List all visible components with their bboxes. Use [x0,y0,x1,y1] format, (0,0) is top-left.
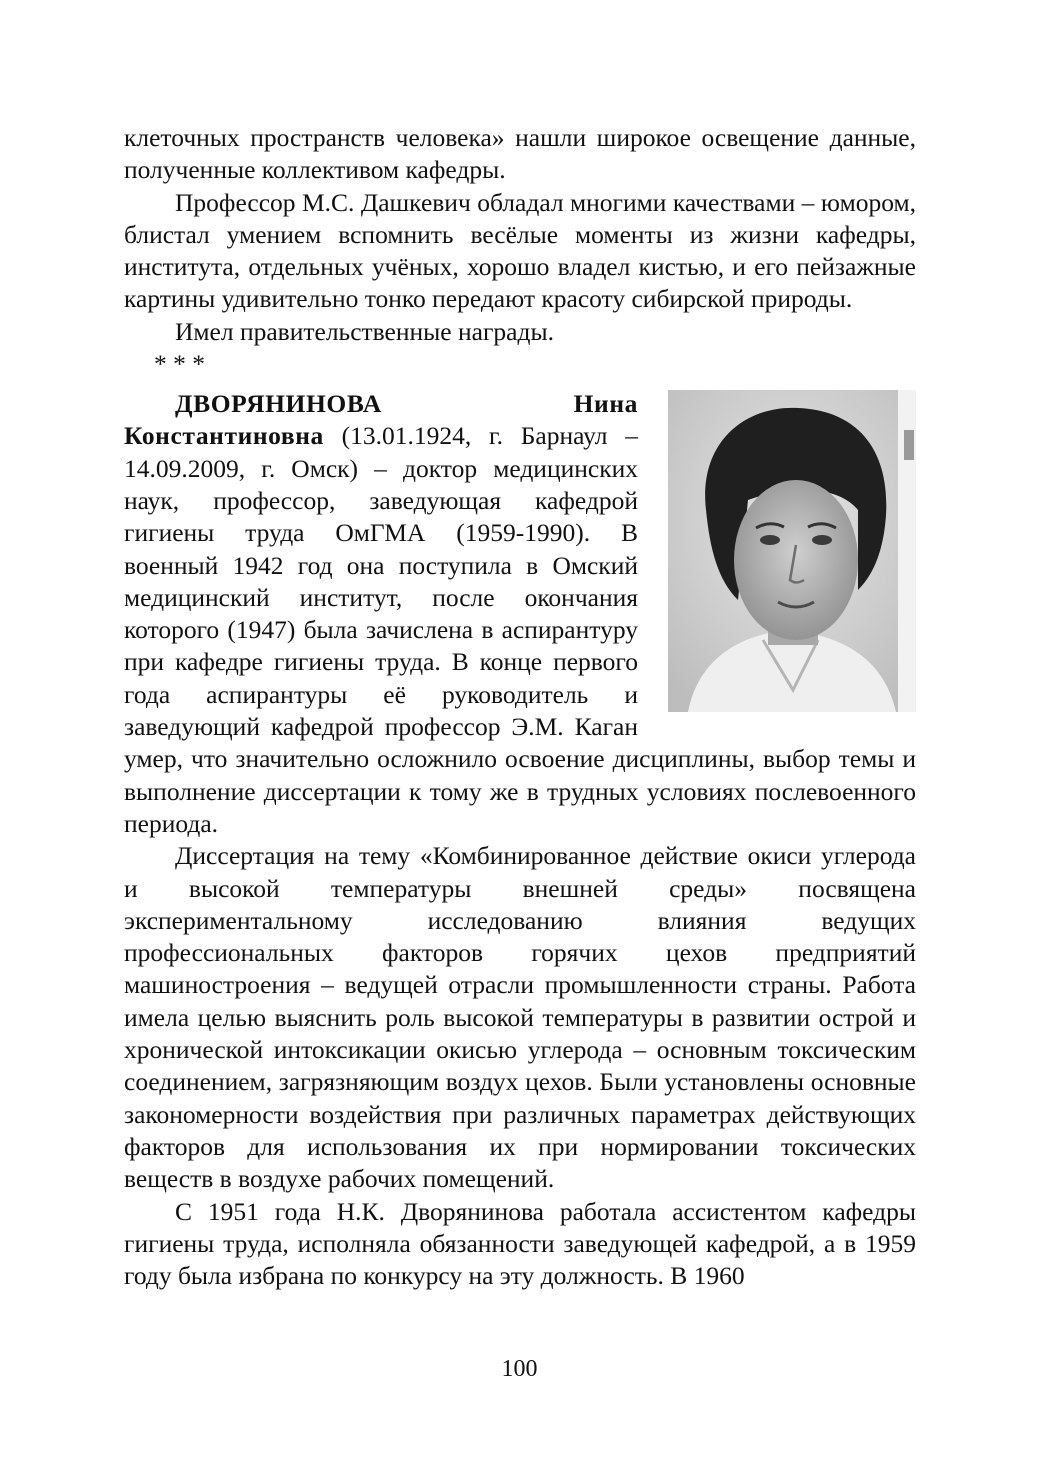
bio-paragraph-1-text: (13.01.1924, г. Барнаул – 14.09.2009, г. Омск) – доктор медицинских наук, профессор, заведующая кафедрой гигиены труда ОмГМА (1959-1990). В военный 1942 год она поступила в Омский медицинский институт, после окончания которого (1947) была зачислена в аспирантуру при кафедре гигиены труда. В конце первого года аспирантуры её руководитель и заведующий кафедрой профессор Э.М. Каган умер, что значительно осложнило освоение дисциплины, выбор темы и выполнение диссертации к тому же в трудных условиях послевоенного периода. [124,421,916,838]
bio-paragraph-2: Диссертация на тему «Комбинированное действие окиси углерода и высокой температуры внешней среды» посвящена экспериментальному исследованию влияния ведущих профессиональных факторов горячих цехов предприятий машиностроения – ведущей отрасли промышленности страны. Работа имела целью выяснить роль высокой температуры в развитии острой и хронической интоксикации окисью углерода – основным токсическим соединением, загрязняющим воздух цехов. Были установлены основные закономерности воздействия при различных параметрах действующих факторов для использования их при нормировании токсических веществ в воздухе рабочих помещений. [124,841,916,1194]
portrait-photo [668,390,916,712]
paragraph-intro-3: Имел правительственные награды. [175,316,554,346]
page-number: 100 [501,1356,538,1382]
person-name: ДВОРЯНИНОВА Нина Константиновна [124,389,638,451]
paragraph-intro-2: Профессор М.С. Дашкевич обладал многими качествами – юмором, блистал умением вспомнить весёлые моменты из жизни кафедры, института, отдельных учёных, хорошо владел кистью, и его пейзажные картины удивительно тонко передают красоту сибирской природы. [124,187,916,314]
section-separator: * * * [154,349,205,379]
portrait-illustration [668,390,916,712]
paragraph-intro-1: клеточных пространств человека» нашли широкое освещение данные, полученные коллективом кафедры. [124,123,916,185]
bio-paragraph-3: С 1951 года Н.К. Дворянинова работала ассистентом кафедры гигиены труда, исполняла обязанности заведующей кафедрой, а в 1959 году была избрана по конкурсу на эту должность. В 1960 [124,1196,916,1291]
page-body [124,122,916,1292]
biography-section [124,388,916,1292]
